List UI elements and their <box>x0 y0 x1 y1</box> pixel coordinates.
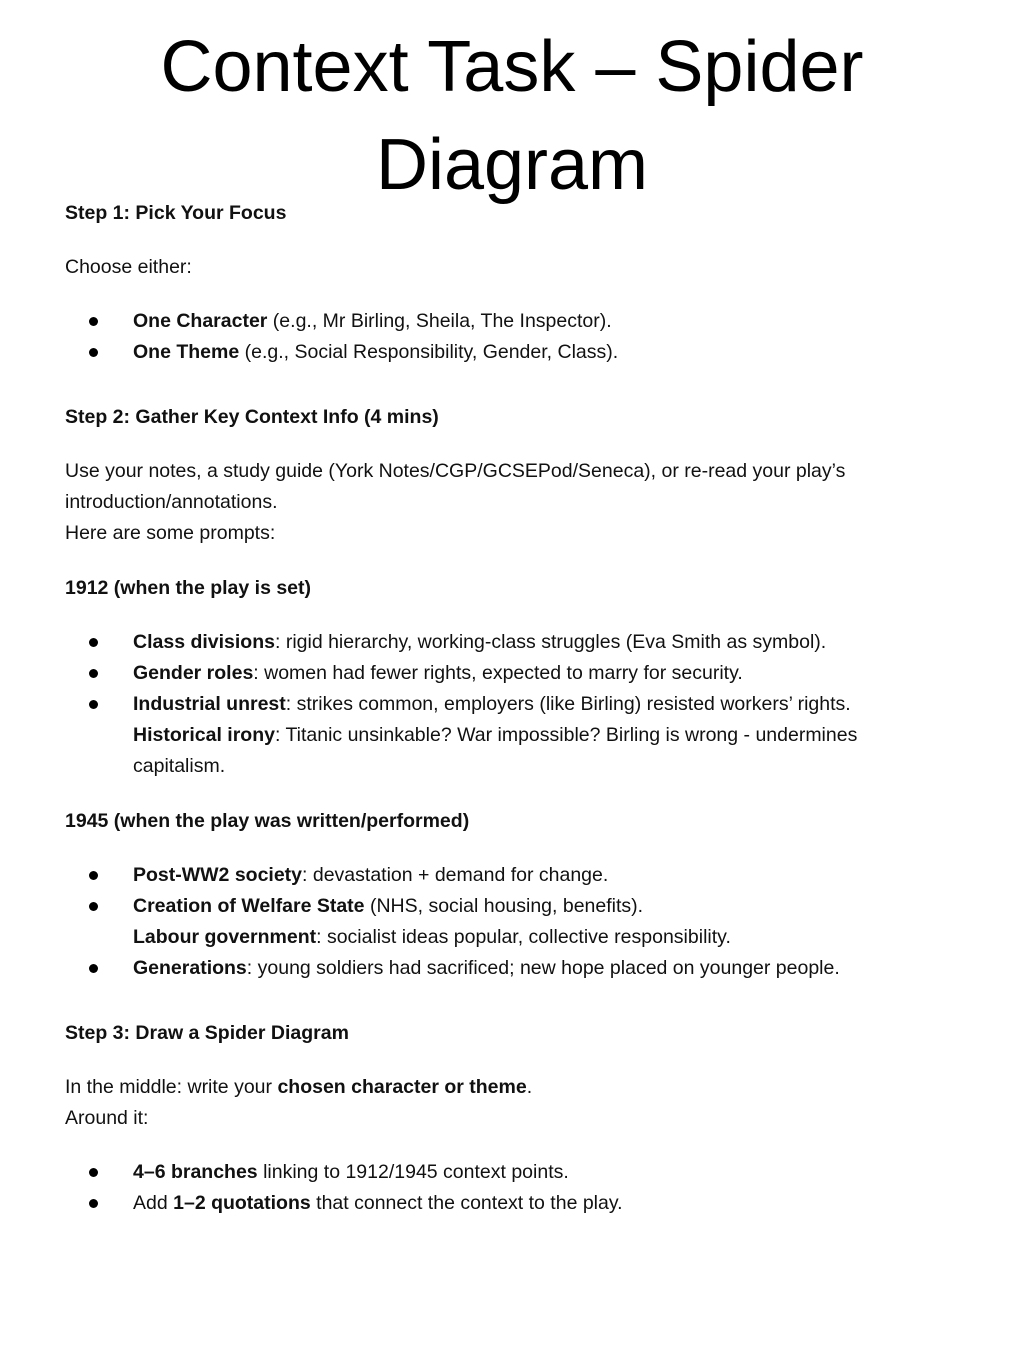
bullet-icon <box>89 348 98 357</box>
list-item: Historical irony: Titanic unsinkable? War impossible? Birling is wrong - undermines capitalism. <box>133 724 858 777</box>
context-1912-heading: 1912 (when the play is set) <box>65 577 312 599</box>
page-title-line2: Diagram <box>375 125 649 205</box>
step3-list <box>65 1157 945 1219</box>
page-title <box>0 18 1024 214</box>
bullet-icon <box>89 1199 98 1208</box>
context-1945-heading: 1945 (when the play was written/performed) <box>65 810 470 832</box>
step3-heading: Step 3: Draw a Spider Diagram <box>65 1022 349 1044</box>
list-item: 4–6 branches linking to 1912/1945 context points. <box>65 1157 945 1188</box>
step1-heading: Step 1: Pick Your Focus <box>65 202 287 224</box>
list-item: One Theme (e.g., Social Responsibility, Gender, Class). <box>65 337 945 368</box>
list-item: One Character (e.g., Mr Birling, Sheila, The Inspector). <box>65 306 945 337</box>
bullet-icon <box>89 700 98 709</box>
step1-intro: Choose either: <box>65 256 192 278</box>
list-item: Gender roles: women had fewer rights, expected to marry for security. <box>65 658 945 689</box>
bullet-icon <box>89 317 98 326</box>
list-item: Post-WW2 society: devastation + demand for change. <box>65 860 945 891</box>
step2-intro: Use your notes, a study guide (York Notes/CGP/GCSEPod/Seneca), or re-read your play’s introduction/annotations. Here are some prompts: <box>65 460 846 544</box>
page-title-line1: Context Task – Spider <box>160 27 864 107</box>
bullet-icon <box>89 669 98 678</box>
list-item: Labour government: socialist ideas popular, collective responsibility. <box>133 926 731 948</box>
bullet-icon <box>89 964 98 973</box>
list-item: Industrial unrest: strikes common, employers (like Birling) resisted workers’ rights. <box>65 689 945 720</box>
list-item: Generations: young soldiers had sacrificed; new hope placed on younger people. <box>65 953 945 984</box>
document-body <box>65 198 945 1219</box>
bullet-icon <box>89 902 98 911</box>
bullet-icon <box>89 638 98 647</box>
list-item: Class divisions: rigid hierarchy, working-class struggles (Eva Smith as symbol). <box>65 627 945 658</box>
step2-heading: Step 2: Gather Key Context Info (4 mins) <box>65 406 439 428</box>
context-1912-list <box>65 627 945 782</box>
bullet-icon <box>89 871 98 880</box>
list-item: Creation of Welfare State (NHS, social housing, benefits). <box>65 891 945 922</box>
bullet-icon <box>89 1168 98 1177</box>
list-item: Add 1–2 quotations that connect the context to the play. <box>65 1188 945 1219</box>
step3-intro: In the middle: write your chosen character or theme. Around it: <box>65 1076 533 1129</box>
step1-list <box>65 306 945 368</box>
context-1945-list <box>65 860 945 984</box>
